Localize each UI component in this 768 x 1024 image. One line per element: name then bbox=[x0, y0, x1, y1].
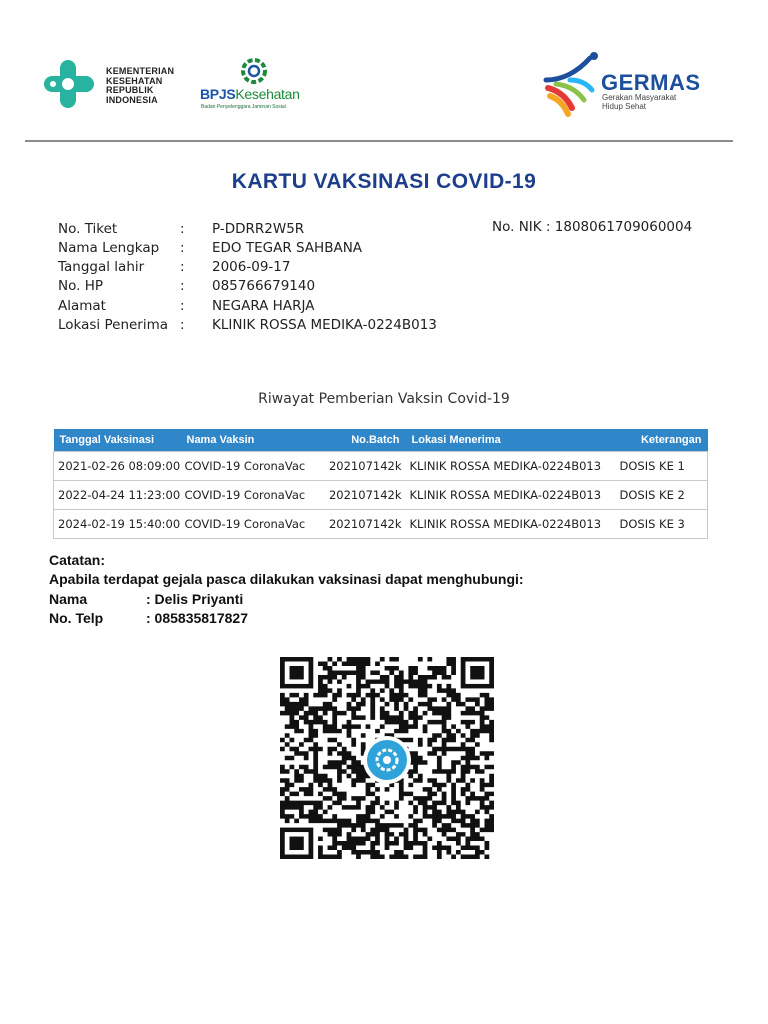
info-separator: : bbox=[180, 278, 185, 294]
notes-heading: Catatan: bbox=[49, 552, 106, 568]
qr-finder-top-right bbox=[461, 657, 494, 688]
germas-subtitle-1: Gerakan Masyarakat bbox=[602, 93, 677, 102]
info-separator: : bbox=[180, 259, 185, 275]
bpjs-logo-icon bbox=[237, 56, 271, 86]
cell-batch: 202107142k bbox=[321, 510, 406, 539]
info-separator: : bbox=[180, 221, 185, 237]
column-header-batch: No.Batch bbox=[321, 429, 406, 452]
germas-subtitle-2: Hidup Sehat bbox=[602, 101, 647, 111]
qr-code bbox=[280, 657, 494, 859]
cell-batch: 202107142k bbox=[321, 481, 406, 510]
kemenkes-logo-icon bbox=[40, 58, 98, 110]
cell-date: 2021-02-26 08:09:00 bbox=[54, 452, 181, 481]
kemenkes-line-2: KESEHATAN bbox=[106, 75, 163, 86]
contact-name-row bbox=[49, 591, 244, 607]
info-label: Lokasi Penerima bbox=[58, 317, 169, 333]
info-value: 085766679140 bbox=[212, 278, 316, 294]
notes-contact-intro: Apabila terdapat gejala pasca dilakukan vaksinasi dapat menghubungi: bbox=[49, 571, 524, 587]
kemenkes-line-4: INDONESIA bbox=[106, 94, 158, 105]
cell-date: 2022-04-24 11:23:00 bbox=[54, 481, 181, 510]
cell-date: 2024-02-19 15:40:00 bbox=[54, 510, 181, 539]
info-label: No. Tiket bbox=[58, 221, 118, 237]
cell-vaccine: COVID-19 CoronaVac bbox=[181, 452, 321, 481]
info-label: Tanggal lahir bbox=[58, 259, 145, 275]
vaccination-history-table bbox=[53, 429, 708, 539]
qr-finder-top-left bbox=[280, 657, 313, 688]
info-separator: : bbox=[180, 240, 185, 256]
info-value: EDO TEGAR SAHBANA bbox=[212, 240, 363, 256]
contact-phone-label: No. Telp bbox=[49, 610, 104, 626]
table-row bbox=[54, 510, 708, 539]
qr-finder-bottom-left bbox=[280, 828, 313, 859]
page-title: KARTU VAKSINASI COVID-19 bbox=[231, 170, 537, 193]
column-header-location: Lokasi Menerima bbox=[406, 429, 616, 452]
cell-vaccine: COVID-19 CoronaVac bbox=[181, 510, 321, 539]
bpjs-logo bbox=[199, 56, 314, 112]
bpjs-tagline: Badan Penyelenggara Jaminan Sosial bbox=[201, 104, 286, 110]
contact-name-label: Nama bbox=[49, 591, 88, 607]
cell-batch: 202107142k bbox=[321, 452, 406, 481]
cell-note: DOSIS KE 2 bbox=[616, 481, 708, 510]
info-separator: : bbox=[180, 298, 185, 314]
kemenkes-line-1: KEMENTERIAN bbox=[106, 66, 175, 76]
cell-location: KLINIK ROSSA MEDIKA-0224B013 bbox=[406, 452, 616, 481]
history-title: Riwayat Pemberian Vaksin Covid-19 bbox=[258, 391, 510, 407]
cell-location: KLINIK ROSSA MEDIKA-0224B013 bbox=[406, 481, 616, 510]
info-value: 2006-09-17 bbox=[212, 259, 291, 275]
qr-center-logo-icon bbox=[363, 736, 411, 784]
table-row bbox=[54, 481, 708, 510]
column-header-note: Keterangan bbox=[616, 429, 708, 452]
column-header-vaccine: Nama Vaksin bbox=[181, 429, 321, 452]
info-label: No. HP bbox=[58, 278, 103, 294]
table-row bbox=[54, 452, 708, 481]
nik-number: No. NIK : 1808061709060004 bbox=[492, 219, 693, 235]
cell-vaccine: COVID-19 CoronaVac bbox=[181, 481, 321, 510]
germas-title: GERMAS bbox=[601, 70, 701, 95]
column-header-date: Tanggal Vaksinasi bbox=[54, 429, 181, 452]
info-value: NEGARA HARJA bbox=[212, 298, 315, 314]
bpjs-name-suffix: Kesehatan bbox=[235, 86, 300, 102]
info-value: KLINIK ROSSA MEDIKA-0224B013 bbox=[212, 317, 437, 333]
info-label: Nama Lengkap bbox=[58, 240, 160, 256]
info-value: P-DDRR2W5R bbox=[212, 221, 305, 237]
header-divider bbox=[25, 140, 733, 142]
contact-name-value: : Delis Priyanti bbox=[146, 591, 244, 607]
table-header-row bbox=[54, 429, 708, 452]
germas-logo-icon bbox=[540, 50, 610, 120]
cell-note: DOSIS KE 3 bbox=[616, 510, 708, 539]
cell-note: DOSIS KE 1 bbox=[616, 452, 708, 481]
germas-logo bbox=[540, 50, 710, 120]
kemenkes-line-3: REPUBLIK bbox=[106, 85, 154, 95]
bpjs-name-prefix: BPJS bbox=[200, 86, 236, 102]
cell-location: KLINIK ROSSA MEDIKA-0224B013 bbox=[406, 510, 616, 539]
contact-phone-row bbox=[49, 610, 248, 626]
kemenkes-logo bbox=[40, 58, 190, 112]
info-label: Alamat bbox=[58, 298, 106, 314]
contact-phone-value: : 085835817827 bbox=[146, 610, 248, 626]
info-separator: : bbox=[180, 317, 185, 333]
